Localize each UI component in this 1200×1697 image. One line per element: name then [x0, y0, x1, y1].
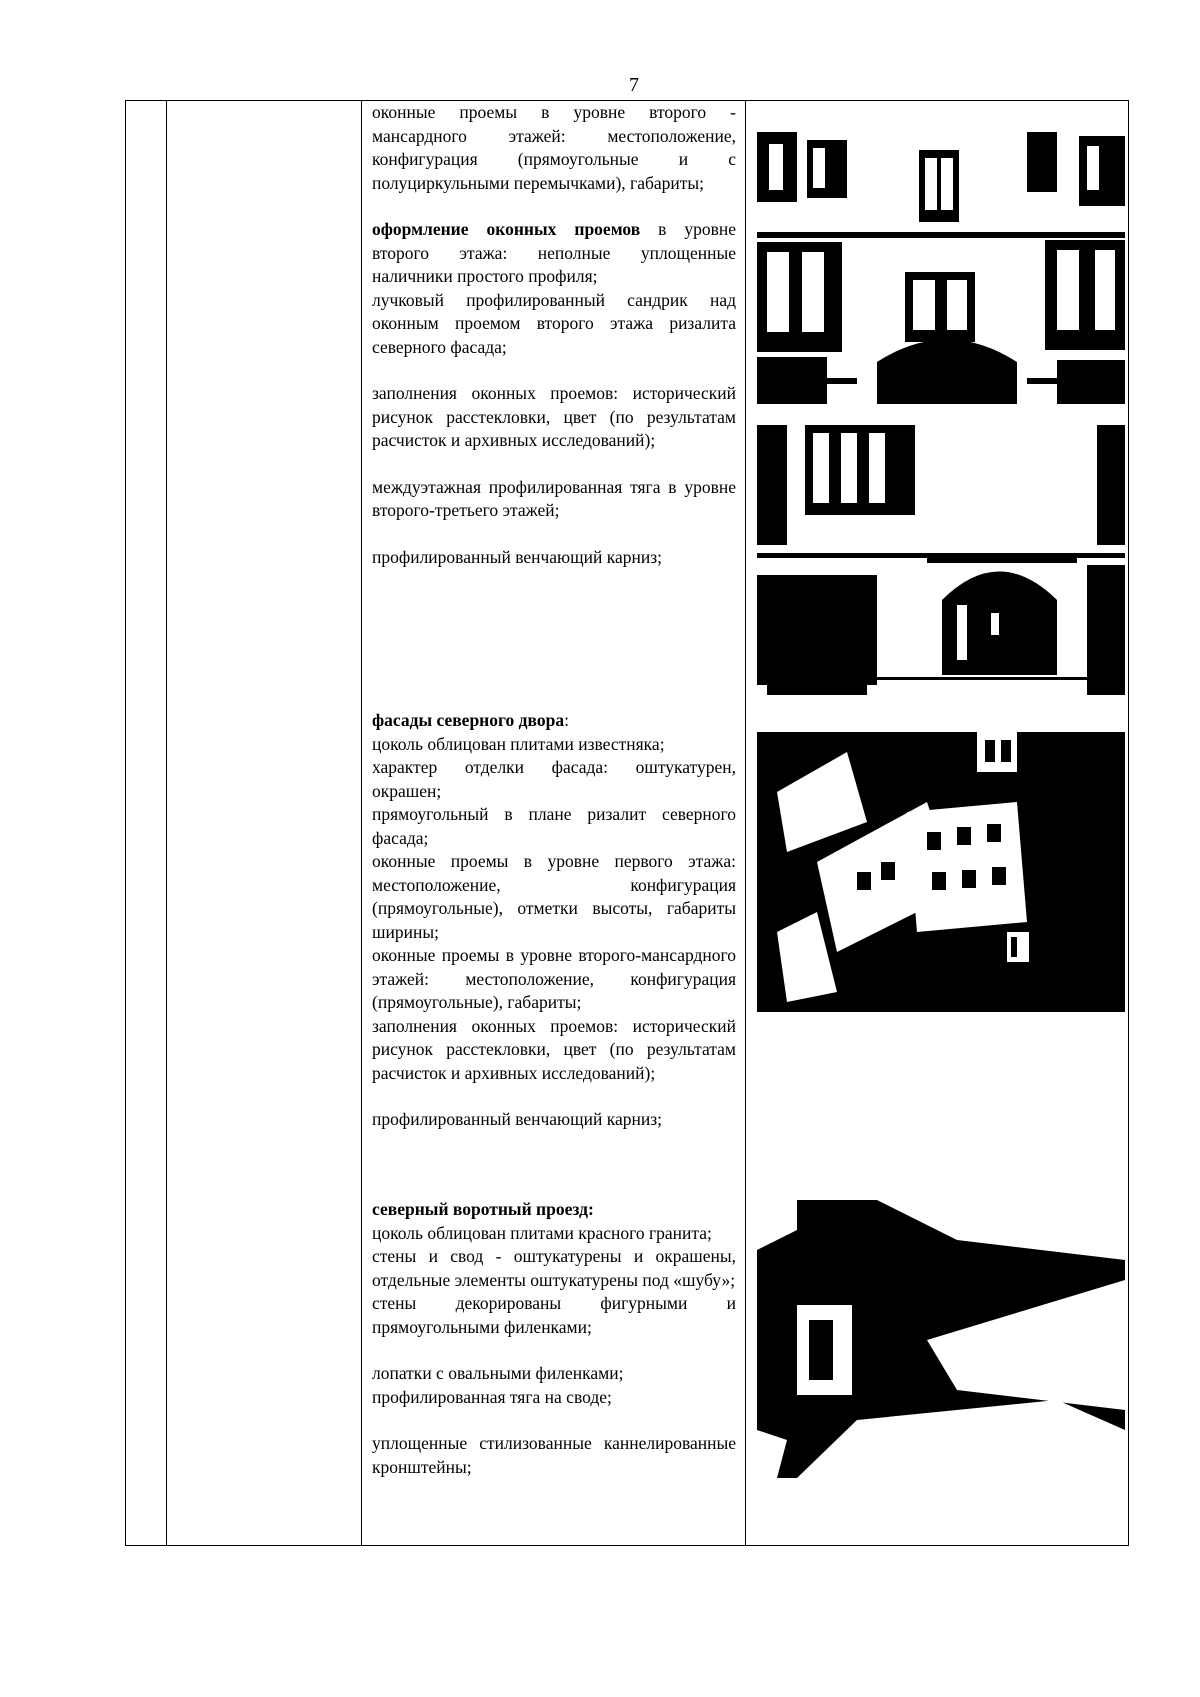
photo-facade-upper-floors: [757, 122, 1125, 404]
heading-north-gateway: северный воротный проезд:: [372, 1199, 594, 1219]
photo-north-courtyard: [757, 732, 1125, 1012]
page-number: 7: [629, 74, 639, 96]
photo-north-gateway: [757, 1200, 1125, 1478]
text-block-north-gateway: [372, 1198, 736, 1479]
window-decoration-text: в уровне второго этажа: неполные уплощенные наличники простого профиля;: [372, 219, 736, 286]
list-item: оконные проемы в уровне второго-мансардного этажей: местоположение, конфигурация (прямоугольные), габариты;: [372, 945, 736, 1012]
list-item: цоколь облицован плитами красного гранита;: [372, 1222, 712, 1243]
column-divider-2: [361, 100, 362, 1546]
paragraph-crowning-cornice-2: профилированный венчающий карниз;: [372, 1109, 662, 1129]
list-item: характер отделки фасада: оштукатурен, окрашен;: [372, 757, 736, 801]
list-item: прямоугольный в плане ризалит северного фасада;: [372, 804, 736, 848]
list-item: стены и свод - оштукатурены и окрашены, отдельные элементы оштукатурены под «шубу»;: [372, 1246, 736, 1290]
list-item: цоколь облицован плитами известняка;: [372, 733, 665, 754]
paragraph-interfloor-cornice: междуэтажная профилированная тяга в уровне второго-третьего этажей;: [372, 476, 736, 520]
paragraph-window-fill: заполнения оконных проемов: исторический рисунок расстекловки, цвет (по результатам расчисток и архивных исследований);: [372, 383, 736, 450]
paragraph-brackets: уплощенные стилизованные каннелированные кронштейны;: [372, 1433, 736, 1477]
paragraph-crowning-cornice: профилированный венчающий карниз;: [372, 546, 662, 567]
heading-window-decoration: оформление оконных проемов: [372, 219, 641, 239]
paragraph-sandrik: лучковый профилированный сандрик над оконным проемом второго этажа ризалита северного фасада;: [372, 289, 736, 357]
paragraph-vault-cornice: профилированная тяга на своде;: [372, 1386, 612, 1407]
list-item: оконные проемы в уровне первого этажа: местоположение, конфигурация (прямоугольные), отметки высоты, габариты ширины;: [372, 851, 736, 942]
column-divider-1: [166, 100, 167, 1546]
paragraph-window-decoration: [372, 218, 736, 289]
heading-north-courtyard: фасады северного двора:: [372, 710, 569, 730]
text-block-north-courtyard: [372, 709, 736, 1132]
column-divider-3: [745, 100, 746, 1546]
list-item: заполнения оконных проемов: исторический рисунок расстекловки, цвет (по результатам расчисток и архивных исследований);: [372, 1015, 736, 1083]
paragraph-window-openings: оконные проемы в уровне второго - мансардного этажей: местоположение, конфигурация (прямоугольные и с полуциркульными перемычками), габариты;: [372, 102, 736, 193]
list-item: стены декорированы фигурными и прямоугольными филенками;: [372, 1293, 736, 1337]
paragraph-pilasters: лопатки с овальными филенками;: [372, 1363, 624, 1383]
photo-risalit-entrance: [757, 425, 1125, 695]
text-block-facade-windows: [372, 101, 736, 569]
